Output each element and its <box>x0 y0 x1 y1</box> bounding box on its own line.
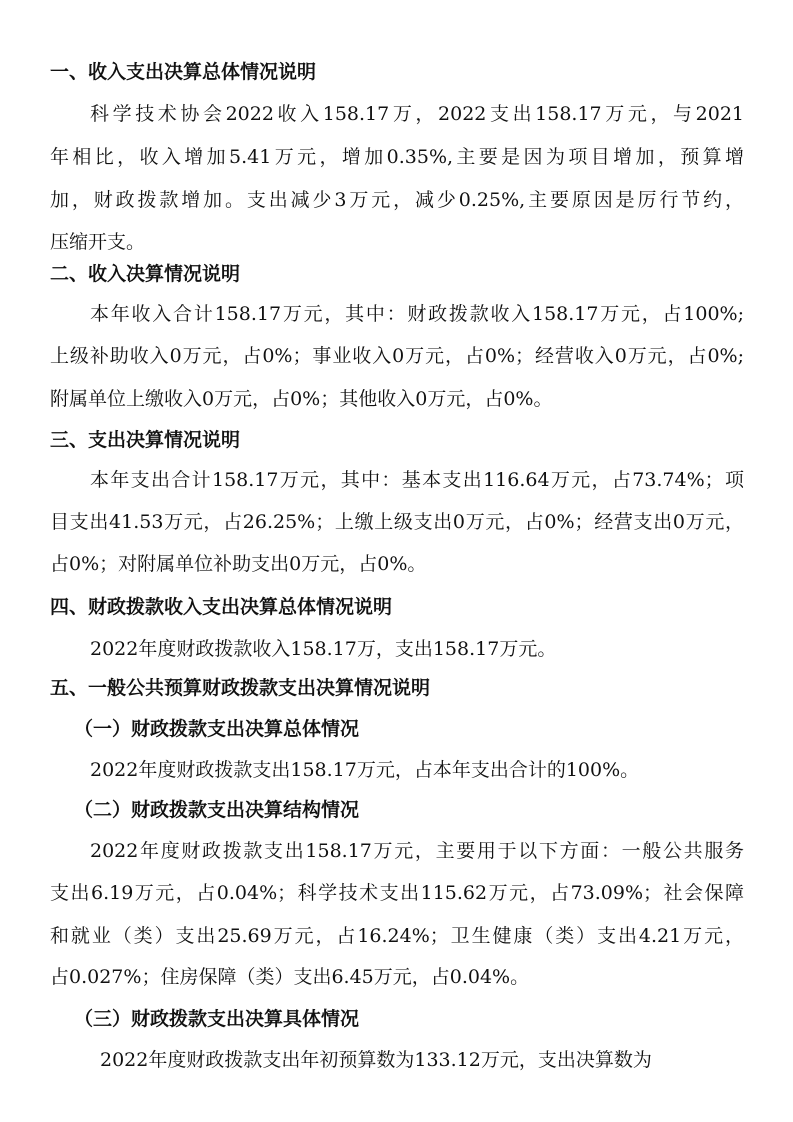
subsection-2-line-2: 支出6.19万元，占0.04%；科学技术支出115.62万元，占73.09%；社会保障 <box>50 882 744 904</box>
subsection-3-heading: （三）财政拨款支出决算具体情况 <box>74 1008 360 1030</box>
subsection-2-line-4: 占0.027%；住房保障（类）支出6.45万元，占0.04%。 <box>50 966 530 988</box>
section-4-heading: 四、财政拨款收入支出决算总体情况说明 <box>50 596 393 618</box>
section-2-line-2: 上级补助收入0万元，占0%；事业收入0万元，占0%；经营收入0万元，占0%; <box>50 345 744 367</box>
section-3-line-3: 占0%；对附属单位补助支出0万元，占0%。 <box>50 553 427 575</box>
section-3-heading: 三、支出决算情况说明 <box>50 429 241 451</box>
section-1-line-4: 压缩开支。 <box>50 231 146 253</box>
section-1-line-1: 科学技术协会2022收入158.17万，2022支出158.17万元，与2021 <box>90 103 744 125</box>
section-4-line-1: 2022年度财政拨款收入158.17万，支出158.17万元。 <box>90 638 557 660</box>
section-1-heading: 一、收入支出决算总体情况说明 <box>50 61 317 83</box>
subsection-1-heading: （一）财政拨款支出决算总体情况 <box>74 718 360 740</box>
subsection-2-heading: （二）财政拨款支出决算结构情况 <box>74 799 360 821</box>
subsection-3-line-1: 2022年度财政拨款支出年初预算数为133.12万元，支出决算数为 <box>100 1049 652 1071</box>
section-1-line-3: 加，财政拨款增加。支出减少3万元，减少0.25%,主要原因是厉行节约， <box>50 189 744 211</box>
section-3-line-2: 目支出41.53万元，占26.25%；上缴上级支出0万元，占0%；经营支出0万元， <box>50 511 744 533</box>
section-3-line-1: 本年支出合计158.17万元，其中：基本支出116.64万元，占73.74%；项 <box>90 469 744 491</box>
subsection-1-line-1: 2022年度财政拨款支出158.17万元，占本年支出合计的100%。 <box>90 759 640 781</box>
subsection-2-line-1: 2022年度财政拨款支出158.17万元，主要用于以下方面：一般公共服务 <box>90 840 744 862</box>
subsection-2-line-3: 和就业（类）支出25.69万元，占16.24%；卫生健康（类）支出4.21万元， <box>50 925 744 947</box>
section-2-line-3: 附属单位上缴收入0万元，占0%；其他收入0万元，占0%。 <box>50 388 553 410</box>
section-5-heading: 五、一般公共预算财政拨款支出决算情况说明 <box>50 677 431 699</box>
section-1-line-2: 年相比，收入增加5.41万元，增加0.35%,主要是因为项目增加，预算增 <box>50 146 744 168</box>
section-2-heading: 二、收入决算情况说明 <box>50 263 241 285</box>
section-2-line-1: 本年收入合计158.17万元，其中：财政拨款收入158.17万元，占100%; <box>90 303 744 325</box>
